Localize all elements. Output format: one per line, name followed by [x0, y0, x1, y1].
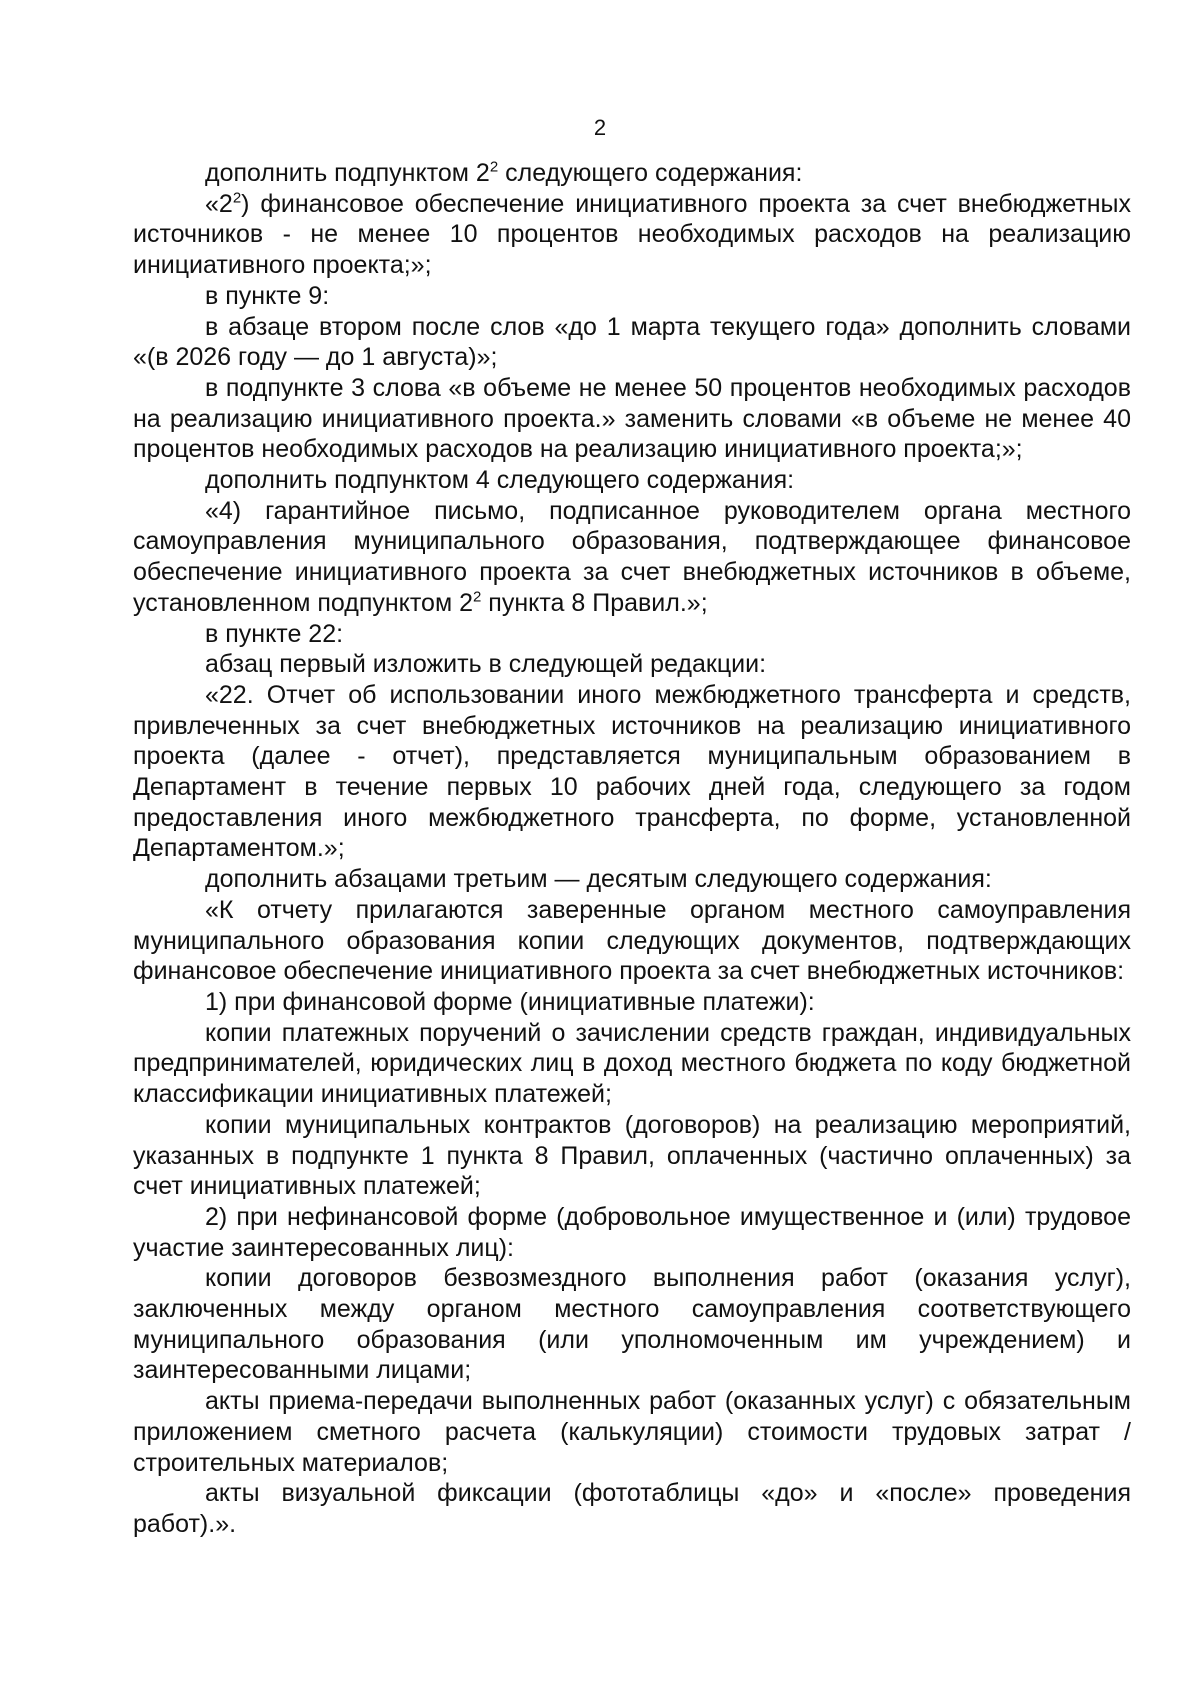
paragraph [133, 1018, 1131, 1110]
paragraph [133, 987, 1131, 1018]
paragraph-text: в подпункте 3 слова «в объеме не менее 50 процентов необходимых расходов на реализацию инициативного проекта.» заменить словами «в объеме не менее 40 процентов необходимых расходов на реализацию инициативного проекта;»; [133, 373, 1131, 464]
paragraph-text: дополнить подпунктом 2 [205, 159, 490, 187]
paragraph-text: абзац первый изложить в следующей редакции: [205, 650, 767, 679]
paragraph [133, 189, 1131, 281]
paragraph-text: в пункте 22: [205, 619, 344, 648]
paragraph [133, 281, 1131, 312]
paragraph-text: копии муниципальных контрактов (договоров) на реализацию мероприятий, указанных в подпункте 1 пункта 8 Правил, оплаченных (частично оплаченных) за счет инициативных платежей; [133, 1110, 1131, 1201]
paragraph [133, 312, 1131, 373]
paragraph-text: в пункте 9: [205, 281, 330, 310]
superscript-index: 2 [489, 158, 499, 176]
paragraph [133, 1386, 1131, 1478]
paragraph-text: дополнить абзацами третьим — десятым следующего содержания: [205, 865, 992, 894]
paragraph-text: «4) гарантийное письмо, подписанное руководителем органа местного самоуправления муниципального образования, подтверждающее финансовое обеспечение инициативного проекта за счет внебюджетных источников в объеме, установленном подпунктом 2 [133, 496, 1131, 617]
paragraph [133, 1202, 1131, 1263]
paragraph-text: «2 [205, 189, 233, 218]
paragraph [133, 864, 1131, 895]
page-number: 2 [593, 115, 607, 140]
paragraph [133, 1263, 1131, 1386]
paragraph [133, 496, 1131, 619]
paragraph-text: «К отчету прилагаются заверенные органом местного самоуправления муниципального образования копии следующих документов, подтверждающих финансовое обеспечение инициативного проекта за счет внебюджетных источников: [133, 895, 1131, 986]
paragraph-text: акты приема-передачи выполненных работ (оказанных услуг) с обязательным приложением сметного расчета (калькуляции) стоимости трудовых затрат / строительных материалов; [133, 1387, 1131, 1477]
paragraph-text: копии платежных поручений о зачислении средств граждан, индивидуальных предпринимателей, юридических лиц в доход местного бюджета по коду бюджетной классификации инициативных платежей; [133, 1018, 1131, 1109]
paragraph [133, 465, 1131, 496]
superscript-index: 2 [473, 588, 482, 606]
paragraph [133, 895, 1131, 987]
paragraph [133, 680, 1131, 864]
paragraph-text: дополнить подпунктом 4 следующего содержания: [205, 466, 795, 495]
paragraph [133, 373, 1131, 465]
paragraph [133, 649, 1131, 680]
paragraph [133, 1478, 1131, 1539]
paragraph-text: ) финансовое обеспечение инициативного проекта за счет внебюджетных источников - не менее 10 процентов необходимых расходов на реализацию инициативного проекта;»; [133, 189, 1131, 280]
paragraph-text: копии договоров безвозмездного выполнения работ (оказания услуг), заключенных между органом местного самоуправления соответствующего муниципального образования (или уполномоченным им учреждением) и заинтересованными лицами; [133, 1264, 1131, 1385]
paragraph-text: 2) при нефинансовой форме (добровольное имущественное и (или) трудовое участие заинтересованных лиц): [133, 1202, 1131, 1262]
paragraph [133, 158, 1131, 189]
document-body [133, 158, 1131, 1540]
paragraph-text: 1) при финансовой форме (инициативные платежи): [205, 987, 815, 1016]
paragraph [133, 619, 1131, 650]
paragraph-text: акты визуальной фиксации (фототаблицы «до» и «после» проведения работ).». [133, 1479, 1131, 1538]
paragraph-text: «22. Отчет об использовании иного межбюджетного трансферта и средств, привлеченных за счет внебюджетных источников на реализацию инициативного проекта (далее - отчет), представляется муниципальным образованием в Департамент в течение первых 10 рабочих дней года, следующего за годом предоставления иного межбюджетного трансферта, по форме, установленной Департаментом.»; [133, 680, 1131, 863]
paragraph-text: пункта 8 Правил.»; [481, 588, 708, 617]
paragraph-text: следующего содержания: [498, 159, 803, 187]
paragraph [133, 1110, 1131, 1202]
paragraph-text: в абзаце втором после слов «до 1 марта текущего года» дополнить словами «(в 2026 году — до 1 августа)»; [133, 312, 1131, 372]
superscript-index: 2 [232, 189, 242, 207]
